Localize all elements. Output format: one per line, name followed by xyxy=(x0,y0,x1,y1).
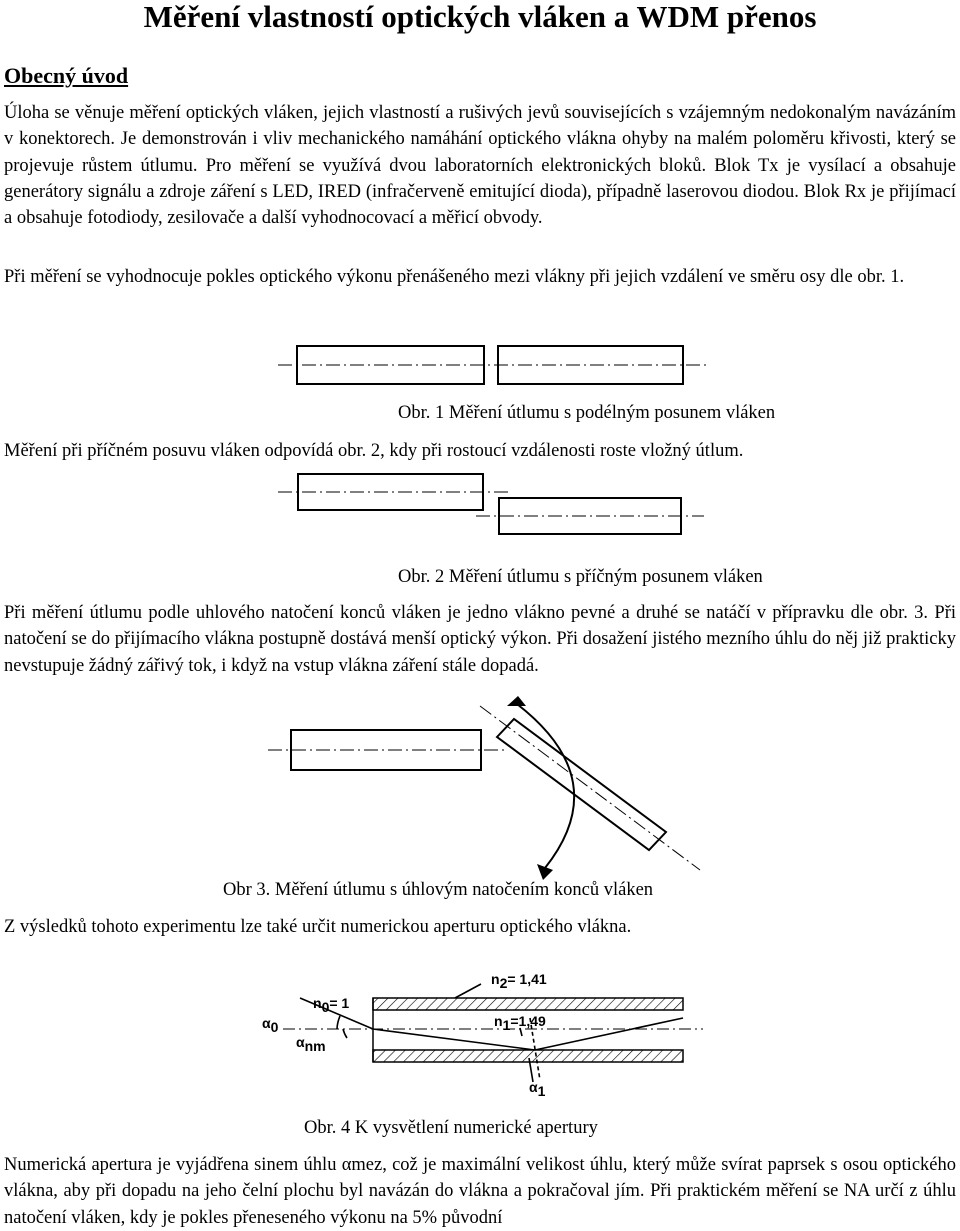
paragraph-longitudinal: Při měření se vyhodnocuje pokles optického výkonu přenášeného mezi vlákny při jejich vzdálení ve směru osy dle obr. 1. xyxy=(4,267,905,287)
figure-1-diagram xyxy=(0,340,960,400)
label-alpha-nm: αnm xyxy=(296,1034,326,1054)
page-title: Měření vlastností optických vláken a WDM přenos xyxy=(143,0,817,34)
label-n2: n2= 1,41 xyxy=(491,971,547,991)
caption-fig1: Obr. 1 Měření útlumu s podélným posunem vláken xyxy=(398,403,776,423)
label-n1: n1=1,49 xyxy=(494,1013,546,1033)
label-n0: n0= 1 xyxy=(313,995,350,1015)
reflected-ray xyxy=(535,1018,683,1050)
angle-arc-alpha0 xyxy=(337,1016,340,1029)
leader-n1 xyxy=(520,1028,522,1036)
label-alpha1: α1 xyxy=(529,1079,546,1099)
paragraph-intro: Úloha se věnuje měření optických vláken, jejich vlastností a rušivých jevů souvisejících s vzájemným nedokonalým navázáním v konektorech. Je demonstrován i vliv mechanického namáhání optického vlákna ohyby na malém poloměru křivosti, který se projevuje růstem útlumu. Pro měření se využívá dvou laboratorních elektronických bloků. Blok Tx je vysílací a obsahuje generátory signálu a zdroje záření s LED, IRED (infračerveně emitující dioda), případně laserovou diodou. Blok Rx je přijímací a obsahuje fotodiody, zesilovače a další vyhodnocovací a měřicí obvody. xyxy=(4,103,956,229)
leader-n2 xyxy=(455,984,481,998)
caption-fig2: Obr. 2 Měření útlumu s příčným posunem vláken xyxy=(398,567,763,587)
caption-fig3: Obr 3. Měření útlumu s úhlovým natočením konců vláken xyxy=(223,880,654,900)
paragraph-angular: Při měření útlumu podle uhlového natočení konců vláken je jedno vlákno pevné a druhé se natáčí v přípravku dle obr. 3. Při natočení se do přijímacího vlákna postupně dostává menší optický výkon. Při dosažení jistého mezního úhlu do něj již prakticky nevstupuje žádný zářivý tok, i když na vstup vlákna záření stále dopadá. xyxy=(4,603,956,676)
paragraph-aperture-intro: Z výsledků tohoto experimentu lze také určit numerickou aperturu optického vlákna. xyxy=(4,917,632,937)
angle-arc-alpha-nm xyxy=(343,1029,347,1038)
section-heading: Obecný úvod xyxy=(4,63,129,88)
paragraph-transverse: Měření při příčném posuvu vláken odpovídá obr. 2, kdy při rostoucí vzdálenosti roste vložný útlum. xyxy=(4,441,744,461)
cladding-bottom xyxy=(373,1050,683,1062)
fiber-rotated xyxy=(497,719,666,850)
figure-3-diagram xyxy=(0,710,960,880)
paragraph-numerical-aperture: Numerická apertura je vyjádřena sinem úhlu αmez, což je maximální velikost úhlu, který může svírat paprsek s osou optického vlákna, aby při dopadu na jeho čelní plochu byl navázán do vlákna a pokračoval jím. Při praktickém měření se NA určí z úhlu natočení vláken, kdy je pokles přeneseného výkonu na 5% původní xyxy=(4,1155,956,1228)
refracted-ray xyxy=(373,1029,535,1050)
label-alpha0: α0 xyxy=(262,1015,279,1035)
fiber-axis-rotated xyxy=(480,706,700,870)
figure-4-diagram xyxy=(0,960,960,1100)
cladding-top xyxy=(373,998,683,1010)
figure-2-diagram xyxy=(0,468,960,548)
caption-fig4: Obr. 4 K vysvětlení numerické apertury xyxy=(304,1118,598,1138)
arrow-head-top xyxy=(507,696,526,706)
